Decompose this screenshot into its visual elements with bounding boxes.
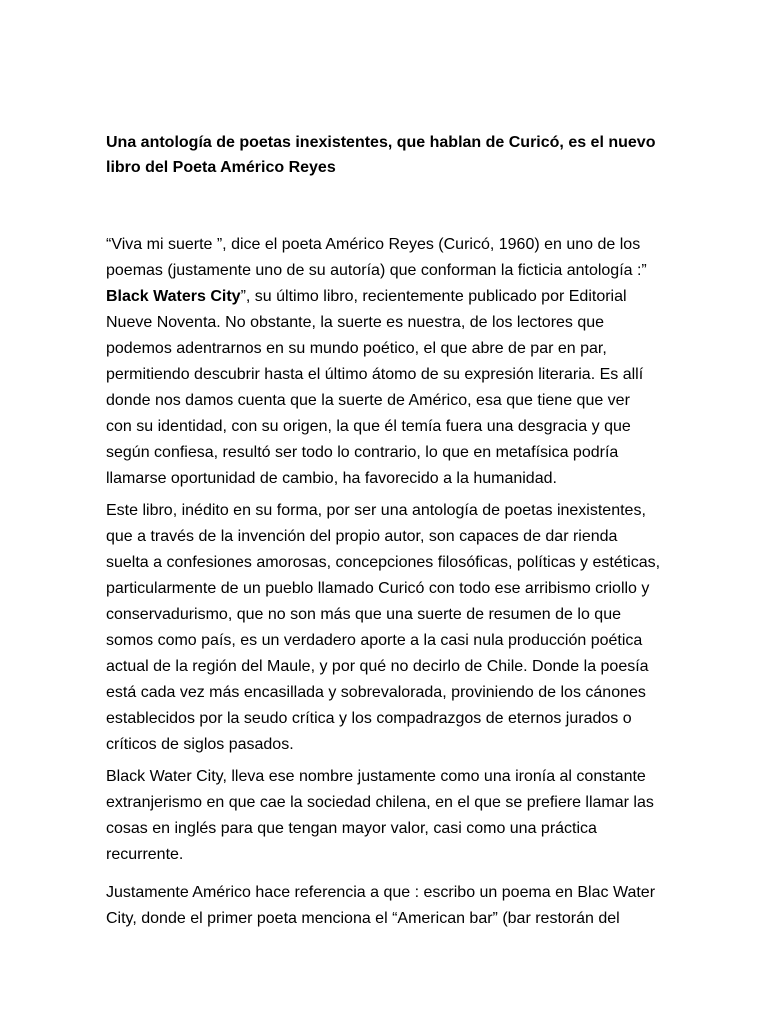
book-title-bold: Black Waters City (106, 288, 241, 305)
text-line: Nueve Noventa. No obstante, la suerte es nuestra, de los lectores que (106, 314, 605, 331)
text-line: actual de la región del Maule, y por qué no decirlo de Chile. Donde la poesía (106, 658, 649, 675)
paragraph-4 (106, 880, 666, 932)
text-line: extranjerismo en que cae la sociedad chilena, en el que se prefiere llamar las (106, 794, 654, 811)
text-line: City, donde el primer poeta menciona el “American bar” (bar restorán del (106, 910, 620, 927)
text-line: poemas (justamente uno de su autoría) que conforman la ficticia antología :” (106, 262, 647, 279)
paragraph-3 (106, 764, 666, 868)
text-line: recurrente. (106, 846, 184, 863)
paragraph-1 (106, 232, 666, 492)
text-line: Este libro, inédito en su forma, por ser una antología de poetas inexistentes, (106, 502, 646, 519)
text-line: permitiendo descubrir hasta el último átomo de su expresión literaria. Es allí (106, 366, 644, 383)
text-line: suelta a confesiones amorosas, concepciones filosóficas, políticas y estéticas, (106, 554, 661, 571)
text-line: críticos de siglos pasados. (106, 736, 294, 753)
text-line: conservadurismo, que no son más que una suerte de resumen de lo que (106, 606, 621, 623)
text-line: particularmente de un pueblo llamado Curicó con todo ese arribismo criollo y (106, 580, 650, 597)
text-line: que a través de la invención del propio autor, son capaces de dar rienda (106, 528, 618, 545)
title-line: Una antología de poetas inexistentes, que hablan de Curicó, es el nuevo (106, 134, 656, 151)
text-line: cosas en inglés para que tengan mayor valor, casi como una práctica (106, 820, 597, 837)
text-line: donde nos damos cuenta que la suerte de Américo, esa que tiene que ver (106, 392, 630, 409)
title-line: libro del Poeta Américo Reyes (106, 159, 336, 176)
text-line: podemos adentrarnos en su mundo poético, el que abre de par en par, (106, 340, 607, 357)
text-line: con su identidad, con su origen, la que él temía fuera una desgracia y que (106, 418, 631, 435)
text-line: llamarse oportunidad de cambio, ha favorecido a la humanidad. (106, 470, 557, 487)
article-title (106, 130, 666, 180)
text-line: establecidos por la seudo crítica y los compadrazgos de eternos jurados o (106, 710, 632, 727)
text-line: Black Water City, lleva ese nombre justamente como una ironía al constante (106, 768, 646, 785)
text-line: somos como país, es un verdadero aporte a la casi nula producción poética (106, 632, 643, 649)
text-line (106, 284, 666, 310)
text-line: según confiesa, resultó ser todo lo contrario, lo que en metafísica podría (106, 444, 619, 461)
text-line: está cada vez más encasillada y sobrevalorada, proviniendo de los cánones (106, 684, 646, 701)
text-line: Justamente Américo hace referencia a que : escribo un poema en Blac Water (106, 884, 656, 901)
text-segment: ”, su último libro, recientemente publicado por Editorial (240, 288, 627, 305)
paragraph-2 (106, 498, 666, 758)
text-line: “Viva mi suerte ”, dice el poeta Américo Reyes (Curicó, 1960) en uno de los (106, 236, 641, 253)
